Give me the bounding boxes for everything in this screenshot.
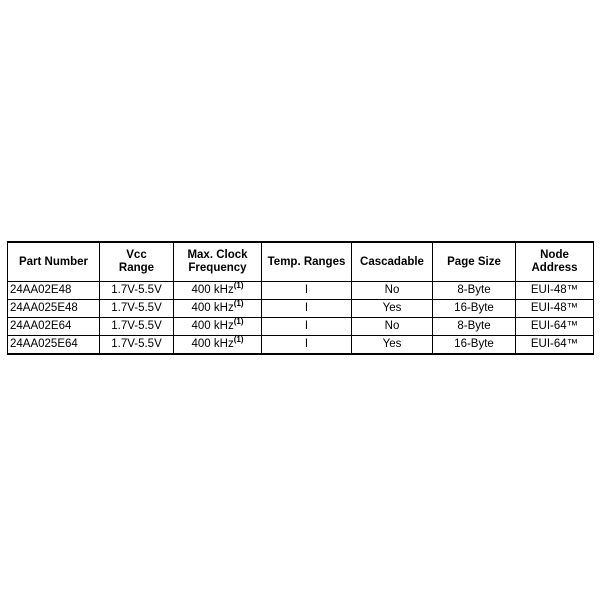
cell-part-number: 24AA02E48 — [8, 282, 100, 300]
header-cascadable: Cascadable — [352, 242, 433, 282]
cell-max-clock: 400 kHz$^{(1)}$ — [174, 336, 262, 355]
footnote-marker: (1) — [233, 299, 244, 309]
cell-page-size: 8-Byte — [433, 282, 516, 300]
cell-page-size: 16-Byte — [433, 300, 516, 318]
device-selection-table — [7, 241, 594, 355]
cell-node-address: EUI-64™ — [516, 318, 594, 336]
cell-part-number: 24AA025E48 — [8, 300, 100, 318]
cell-page-size: 16-Byte — [433, 336, 516, 355]
cell-temp-range: I — [262, 282, 352, 300]
cell-cascadable: No — [352, 282, 433, 300]
table-header-row — [8, 242, 594, 282]
table-row — [8, 300, 594, 318]
table-row — [8, 318, 594, 336]
header-max-clock-frequency: Max. Clock Frequency — [174, 242, 262, 282]
device-selection-table-container — [7, 241, 593, 355]
cell-part-number: 24AA025E64 — [8, 336, 100, 355]
cell-vcc-range: 1.7V-5.5V — [100, 282, 174, 300]
cell-part-number: 24AA02E64 — [8, 318, 100, 336]
footnote-marker: (1) — [233, 317, 244, 327]
cell-max-clock: 400 kHz$^{(1)}$ — [174, 300, 262, 318]
cell-cascadable: Yes — [352, 300, 433, 318]
cell-vcc-range: 1.7V-5.5V — [100, 336, 174, 355]
header-page-size: Page Size — [433, 242, 516, 282]
cell-node-address: EUI-48™ — [516, 282, 594, 300]
cell-node-address: EUI-48™ — [516, 300, 594, 318]
header-part-number: Part Number — [8, 242, 100, 282]
cell-max-clock: 400 kHz$^{(1)}$ — [174, 282, 262, 300]
cell-vcc-range: 1.7V-5.5V — [100, 318, 174, 336]
header-node-address: Node Address — [516, 242, 594, 282]
cell-page-size: 8-Byte — [433, 318, 516, 336]
cell-temp-range: I — [262, 318, 352, 336]
table-row — [8, 336, 594, 355]
cell-vcc-range: 1.7V-5.5V — [100, 300, 174, 318]
cell-temp-range: I — [262, 336, 352, 355]
footnote-marker: (1) — [233, 335, 244, 345]
footnote-marker: (1) — [233, 281, 244, 291]
cell-temp-range: I — [262, 300, 352, 318]
cell-max-clock: 400 kHz$^{(1)}$ — [174, 318, 262, 336]
header-vcc-range: Vcc Range — [100, 242, 174, 282]
cell-cascadable: Yes — [352, 336, 433, 355]
header-temp-ranges: Temp. Ranges — [262, 242, 352, 282]
cell-cascadable: No — [352, 318, 433, 336]
table-row — [8, 282, 594, 300]
cell-node-address: EUI-64™ — [516, 336, 594, 355]
